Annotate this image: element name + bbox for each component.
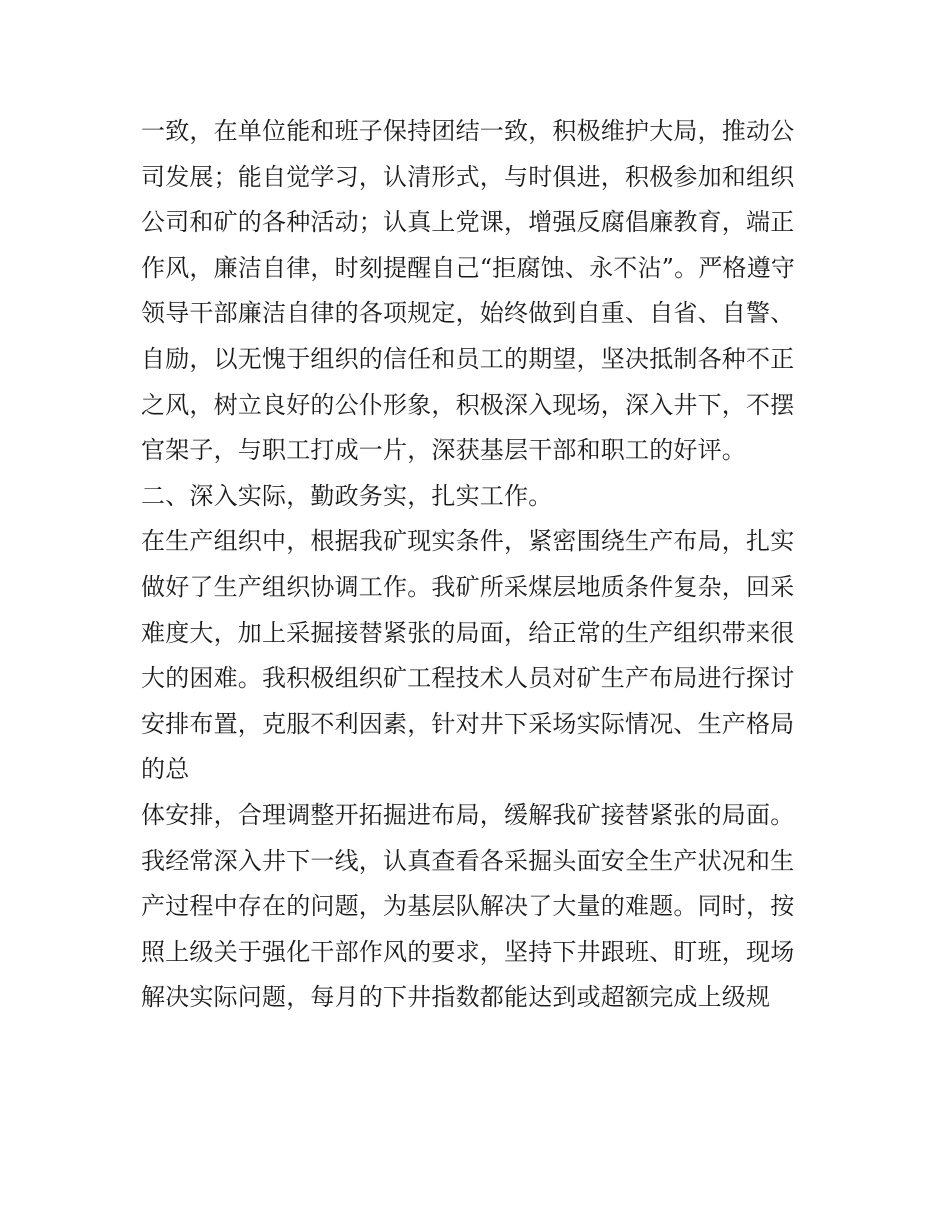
text-line: 我经常深入井下一线，认真查看各采掘头面安全生产状况和生: [141, 846, 795, 875]
body-text: [141, 109, 821, 1021]
text-line: 体安排，合理调整开拓掘进布局，缓解我矿接替紧张的局面。: [141, 800, 795, 829]
text-line: 作风，廉洁自律，时刻提醒自己“拒腐蚀、永不沾”。严格遵守: [141, 253, 796, 282]
text-line: 在生产组织中，根据我矿现实条件，紧密围绕生产布局，扎实: [141, 527, 795, 556]
text-line: 解决实际问题，每月的下井指数都能达到或超额完成上级规: [141, 983, 771, 1012]
text-line: 一致，在单位能和班子保持团结一致，积极维护大局，推动公: [141, 117, 795, 145]
text-line: 领导干部廉洁自律的各项规定，始终做到自重、自省、自警、: [141, 299, 795, 328]
text-line: 公司和矿的各种活动；认真上党课，增强反腐倡廉教育，端正: [141, 208, 795, 237]
text-line: 的总: [141, 755, 190, 784]
text-line: 官架子，与职工打成一片，深获基层干部和职工的好评。: [141, 436, 746, 465]
text-line: 司发展；能自觉学习，认清形式，与时俱进，积极参加和组织: [141, 162, 795, 191]
text-line: 做好了生产组织协调工作。我矿所采煤层地质条件复杂，回采: [141, 572, 795, 601]
text-line: 难度大，加上采掘接替紧张的局面，给正常的生产组织带来很: [141, 618, 795, 647]
text-line: 照上级关于强化干部作风的要求，坚持下井跟班、盯班，现场: [141, 937, 795, 966]
text-line: 安排布置，克服不利因素，针对井下采场实际情况、生产格局: [141, 709, 795, 738]
text-line: 产过程中存在的问题，为基层队解决了大量的难题。同时，按: [141, 892, 795, 921]
text-line: 自励，以无愧于组织的信任和员工的期望，坚决抵制各种不正: [141, 344, 795, 373]
text-line: 之风，树立良好的公仆形象，积极深入现场，深入井下，不摆: [141, 390, 795, 419]
section-heading: 二、深入实际，勤政务实，扎实工作。: [141, 481, 553, 510]
text-line: 大的困难。我积极组织矿工程技术人员对矿生产布局进行探讨: [141, 664, 795, 693]
